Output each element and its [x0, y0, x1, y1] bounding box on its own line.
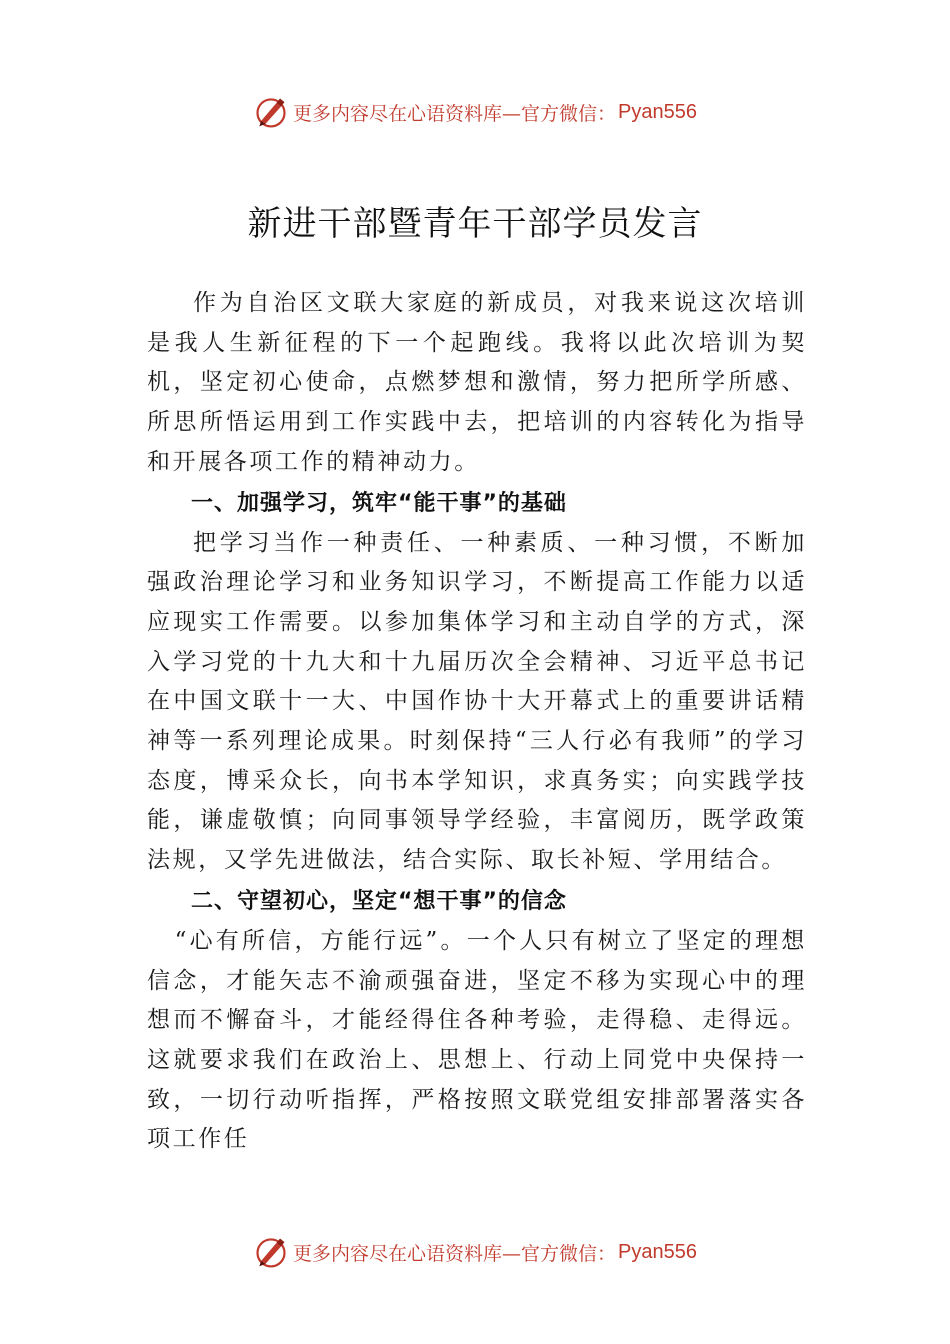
- document-body: [147, 284, 807, 1160]
- header-watermark: [0, 92, 950, 132]
- pen-logo-icon: [253, 94, 289, 130]
- watermark-text: 更多内容尽在心语资料库—官方微信：: [293, 102, 617, 125]
- watermark-id: Pyan556: [618, 100, 697, 123]
- document-title: 新进干部暨青年干部学员发言: [247, 204, 703, 244]
- footer-watermark: [0, 1232, 950, 1272]
- pen-logo-icon: [253, 1234, 289, 1270]
- section-1-paragraph: 把学习当作一种责任、一种素质、一种习惯，不断加强政治理论学习和业务知识学习，不断提高工作能力以适应现实工作需要。以参加集体学习和主动自学的方式，深入学习党的十九大和十九届历次全会精神、习近平总书记在中国文联十一大、中国作协十大开幕式上的重要讲话精神等一系列理论成果。时刻保持“三人行必有我师”的学习态度，博采众长，向书本学知识，求真务实；向实践学技能，谦虚敬慎；向同事领导学经验，丰富阅历，既学政策法规，又学先进做法，结合实际、取长补短、学用结合。: [147, 529, 807, 874]
- intro-paragraph: 作为自治区文联大家庭的新成员，对我来说这次培训是我人生新征程的下一个起跑线。我将以此次培训为契机，坚定初心使命，点燃梦想和激情，努力把所学所感、所思所悟运用到工作实践中去，把培训的内容转化为指导和开展各项工作的精神动力。: [147, 290, 807, 475]
- section-heading-1: 一、加强学习，筑牢“能干事”的基础: [191, 490, 567, 516]
- watermark-text: 更多内容尽在心语资料库—官方微信：: [293, 1242, 617, 1265]
- watermark-id: Pyan556: [618, 1240, 697, 1263]
- section-heading-2: 二、守望初心，坚定“想干事”的信念: [191, 888, 567, 914]
- section-2-paragraph: “心有所信，方能行远”。一个人只有树立了坚定的理想信念，才能矢志不渝顽强奋进，坚定不移为实现心中的理想而不懈奋斗，才能经得住各种考验，走得稳、走得远。这就要求我们在政治上、思想上、行动上同党中央保持一致，一切行动听指挥，严格按照文联党组安排部署落实各项工作任: [147, 927, 807, 1153]
